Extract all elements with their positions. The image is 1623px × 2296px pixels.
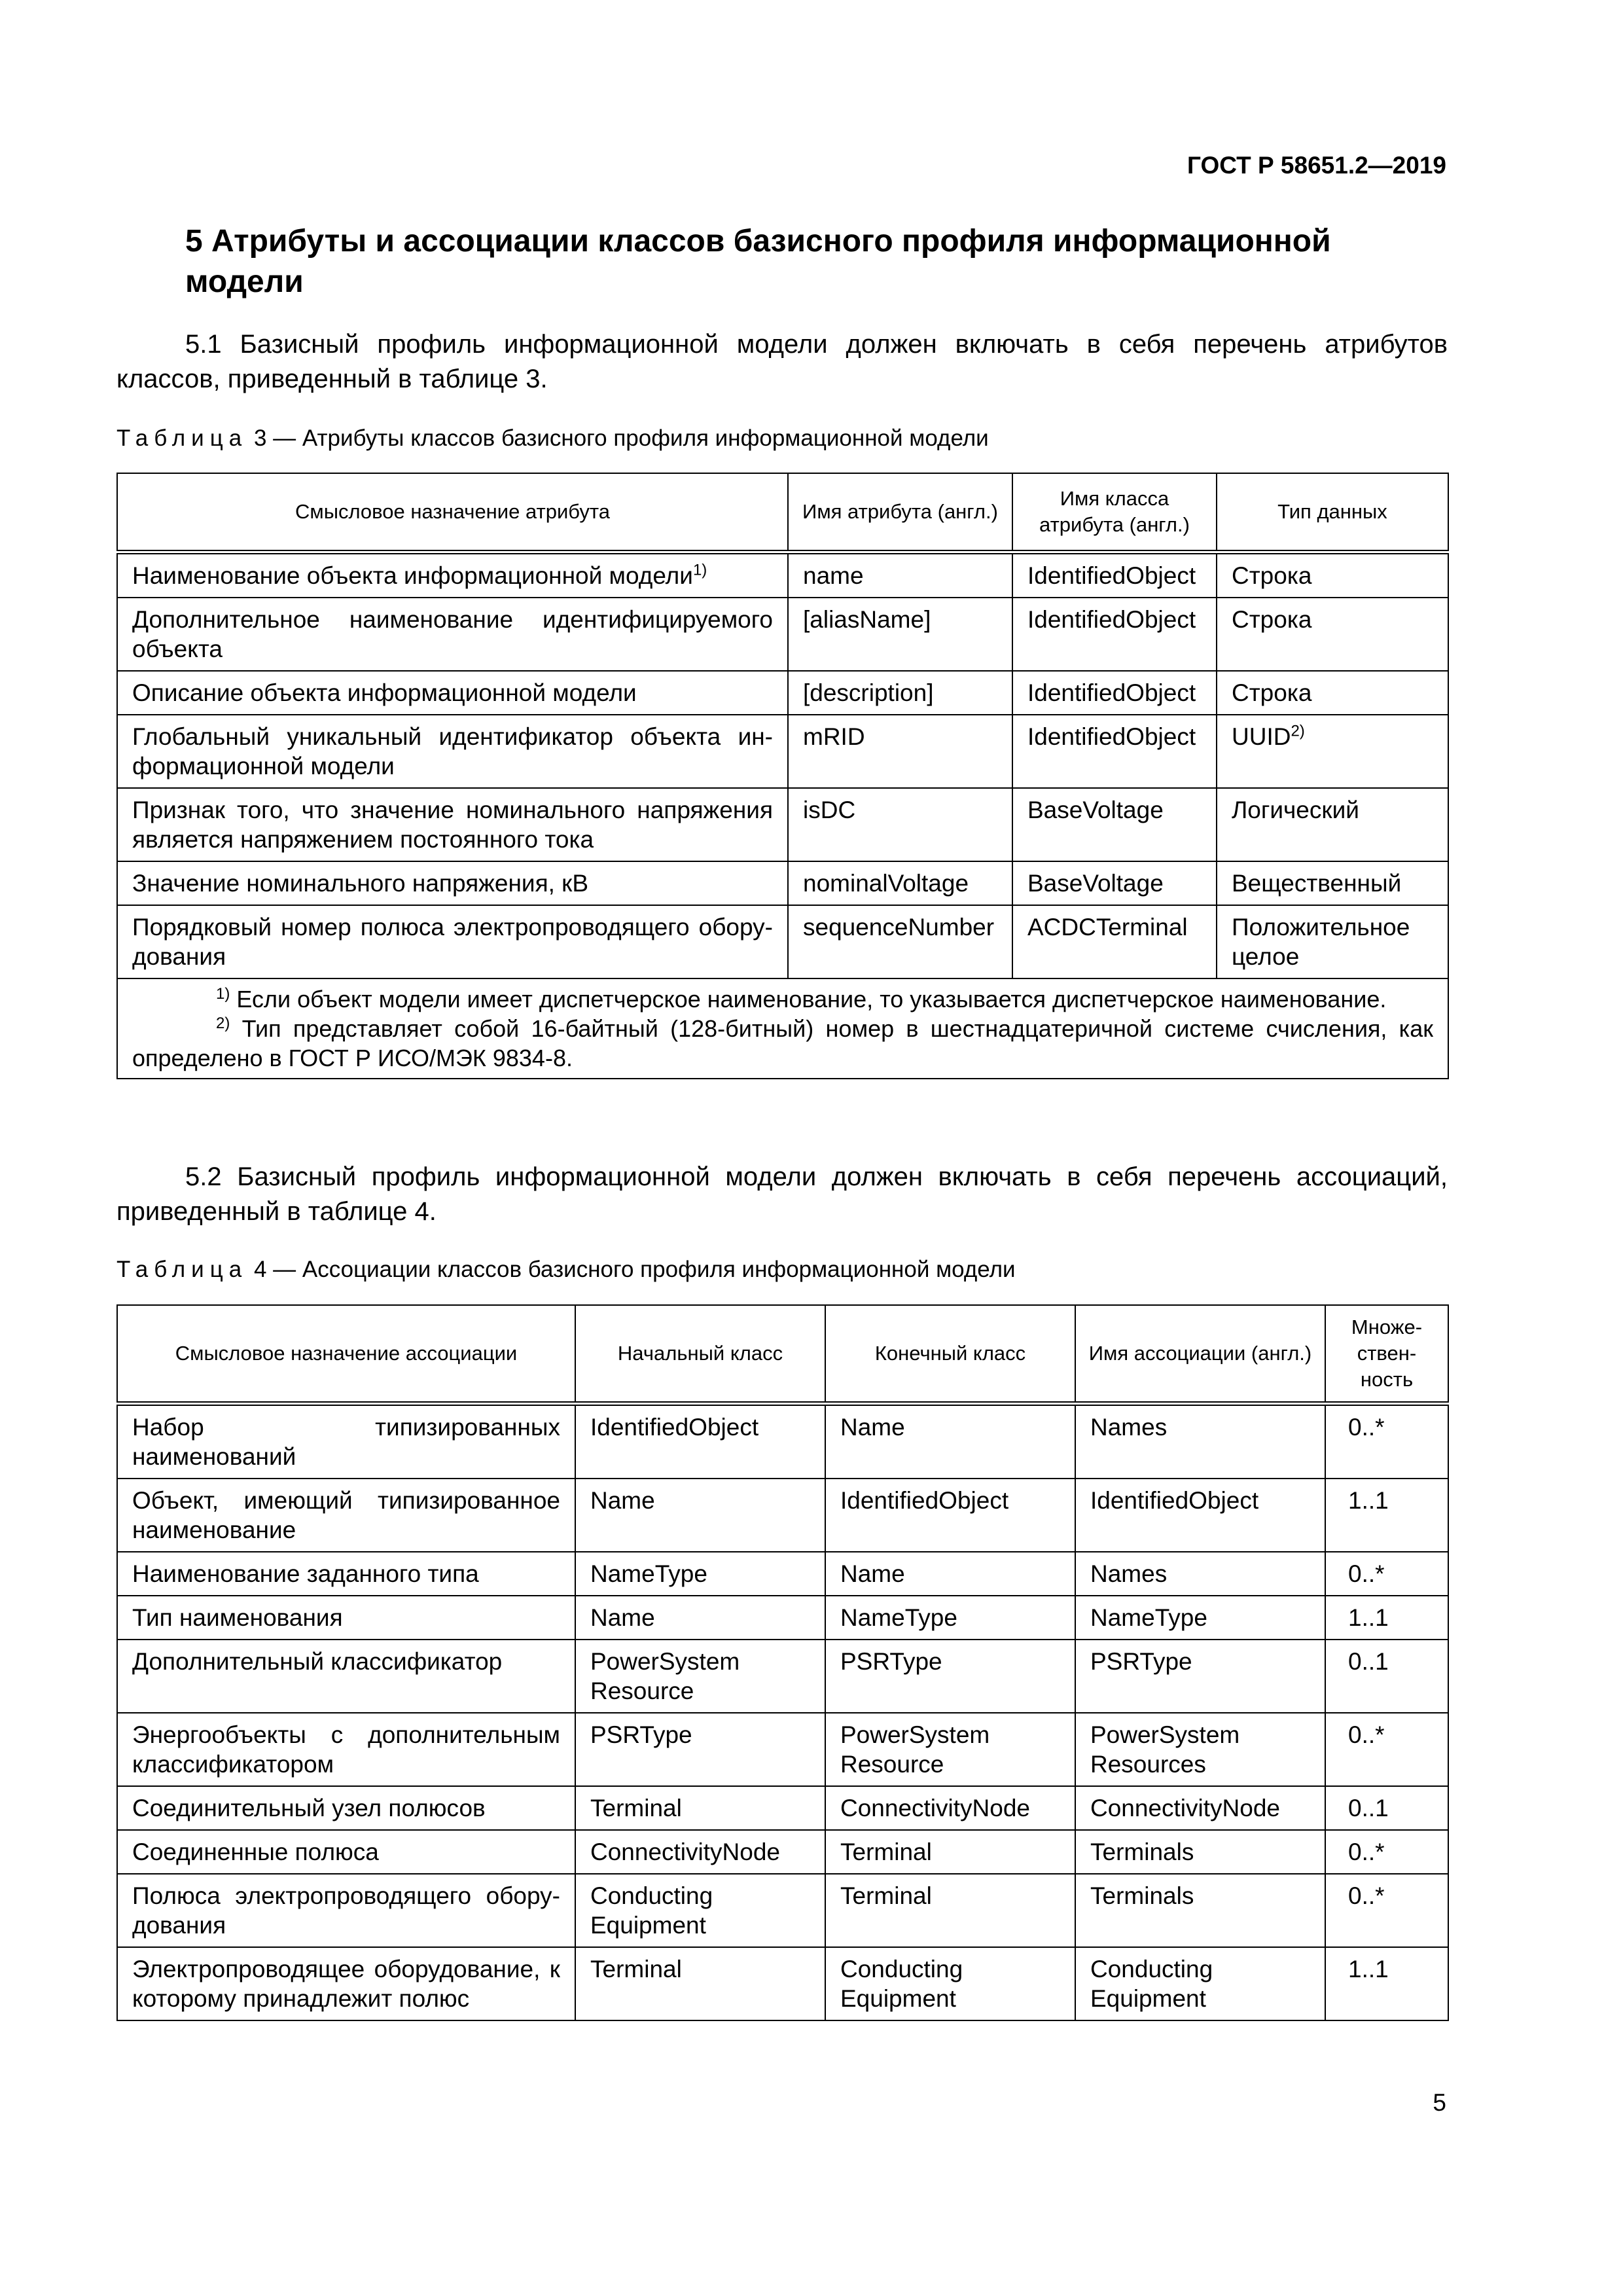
table-row: [117, 1596, 1448, 1640]
multiplicity-cell: [1325, 1786, 1448, 1830]
association-meaning-cell: [117, 1830, 575, 1874]
association-meaning-cell-text: Энергообъекты с дополнительным классификатором: [132, 1721, 560, 1778]
association-name-cell: [1075, 1596, 1325, 1640]
association-meaning-cell: [117, 1947, 575, 2020]
attribute-name-cell-text: isDC: [803, 796, 856, 823]
table-row: [117, 861, 1448, 905]
data-type-cell-text: Строка: [1232, 562, 1312, 589]
association-name-cell: [1075, 1786, 1325, 1830]
page-number: 5: [1433, 2089, 1446, 2116]
attribute-class-cell: [1012, 552, 1217, 598]
association-name-cell: [1075, 1874, 1325, 1947]
association-meaning-cell-text: Соединительный узел полюсов: [132, 1794, 486, 1821]
association-name-cell-text: Terminals: [1090, 1882, 1194, 1909]
footnote-mark: 2): [1291, 722, 1305, 740]
attribute-meaning-cell: [117, 598, 788, 671]
data-type-cell-text: Вещественный: [1232, 869, 1402, 897]
association-name-cell: [1075, 1947, 1325, 2020]
association-name-cell: [1075, 1830, 1325, 1874]
table-row: [117, 715, 1448, 788]
table-row: [117, 1947, 1448, 2020]
association-meaning-cell-text: Дополнительный классификатор: [132, 1647, 503, 1675]
multiplicity-cell-text: 0..*: [1348, 1882, 1385, 1909]
end-class-cell: [825, 1947, 1075, 2020]
attribute-meaning-cell: [117, 861, 788, 905]
start-class-cell-text: PowerSystem Resource: [590, 1647, 740, 1704]
multiplicity-cell: [1325, 1403, 1448, 1479]
data-type-cell-text: Строка: [1232, 605, 1312, 633]
attribute-class-cell: [1012, 671, 1217, 715]
association-meaning-cell-text: Объект, имеющий типизированное наименование: [132, 1486, 560, 1543]
attribute-class-cell: [1012, 715, 1217, 788]
table-3: [116, 473, 1449, 1079]
data-type-cell-text: Логический: [1232, 796, 1359, 823]
end-class-cell-text: Name: [840, 1560, 905, 1587]
start-class-cell: [575, 1596, 825, 1640]
end-class-cell: [825, 1830, 1075, 1874]
attribute-meaning-cell-text: Дополнительное наименование идентифицируемого объекта: [132, 605, 773, 662]
multiplicity-cell-text: 1..1: [1348, 1604, 1389, 1631]
note-mark: 2): [216, 1014, 230, 1032]
attribute-name-cell-text: [description]: [803, 679, 934, 706]
multiplicity-cell-text: 0..*: [1348, 1838, 1385, 1865]
attribute-class-cell-text: ACDCTerminal: [1027, 913, 1188, 941]
association-name-cell-text: Names: [1090, 1413, 1168, 1441]
end-class-cell-text: NameType: [840, 1604, 957, 1631]
association-meaning-cell-text: Полюса электропроводящего обору-дования: [132, 1882, 560, 1939]
attribute-name-cell: [788, 861, 1012, 905]
table-3-header-class: Имя класса атрибута (англ.): [1012, 473, 1217, 552]
association-meaning-cell: [117, 1874, 575, 1947]
table-4-caption-text: 4 — Ассоциации классов базисного профиля информационной модели: [253, 1257, 1016, 1282]
data-type-cell: [1217, 552, 1448, 598]
association-meaning-cell: [117, 1403, 575, 1479]
table-row: [117, 1403, 1448, 1479]
multiplicity-cell-text: 0..1: [1348, 1647, 1389, 1675]
attribute-class-cell-text: IdentifiedObject: [1027, 605, 1196, 633]
attribute-meaning-cell: [117, 715, 788, 788]
multiplicity-cell: [1325, 1874, 1448, 1947]
end-class-cell-text: PowerSystem Resource: [840, 1721, 990, 1778]
table-row: [117, 1552, 1448, 1596]
attribute-meaning-cell: [117, 788, 788, 861]
footnote-mark: 1): [692, 561, 707, 579]
attribute-class-cell-text: BaseVoltage: [1027, 796, 1164, 823]
table-3-caption-word: Таблица: [116, 425, 248, 451]
attribute-class-cell: [1012, 788, 1217, 861]
table-3-caption-text: 3 — Атрибуты классов базисного профиля информационной модели: [253, 425, 989, 451]
attribute-meaning-cell-text: Значение номинального напряжения, кВ: [132, 869, 589, 897]
table-row: [117, 671, 1448, 715]
association-name-cell-text: Terminals: [1090, 1838, 1194, 1865]
table-3-caption: [116, 425, 989, 452]
attribute-name-cell: [788, 715, 1012, 788]
end-class-cell-text: ConnectivityNode: [840, 1794, 1030, 1821]
association-name-cell-text: NameType: [1090, 1604, 1207, 1631]
start-class-cell: [575, 1830, 825, 1874]
start-class-cell-text: Terminal: [590, 1794, 682, 1821]
association-name-cell: [1075, 1713, 1325, 1786]
data-type-cell-text: Положительное целое: [1232, 913, 1410, 970]
table-row: [117, 1830, 1448, 1874]
attribute-meaning-cell: [117, 671, 788, 715]
start-class-cell-text: Name: [590, 1604, 655, 1631]
attribute-class-cell-text: IdentifiedObject: [1027, 679, 1196, 706]
table-4-header-meaning: Смысловое назначение ассоциации: [117, 1305, 575, 1403]
paragraph-5-1: 5.1 Базисный профиль информационной модели должен включать в себя перечень атрибутов классов, приведенный в таблице 3.: [116, 330, 1448, 393]
multiplicity-cell: [1325, 1713, 1448, 1786]
table-4-caption-word: Таблица: [116, 1257, 248, 1282]
end-class-cell-text: IdentifiedObject: [840, 1486, 1009, 1514]
multiplicity-cell: [1325, 1479, 1448, 1552]
association-name-cell: [1075, 1640, 1325, 1713]
attribute-class-cell-text: IdentifiedObject: [1027, 562, 1196, 589]
attribute-meaning-cell-text: Наименование объекта информационной модели: [132, 562, 693, 589]
association-meaning-cell: [117, 1640, 575, 1713]
table-row: [117, 1479, 1448, 1552]
multiplicity-cell: [1325, 1552, 1448, 1596]
attribute-meaning-cell-text: Порядковый номер полюса электропроводящего обору-дования: [132, 913, 773, 970]
note-text: Тип представляет собой 16-байтный (128-битный) номер в шестнадцатеричной системе счисления, как определено в ГОСТ Р ИСО/МЭК 9834-8.: [132, 1014, 1433, 1071]
table-3-header-attr: Имя атрибута (англ.): [788, 473, 1012, 552]
start-class-cell-text: Name: [590, 1486, 655, 1514]
data-type-cell: [1217, 861, 1448, 905]
document-code: ГОСТ Р 58651.2—2019: [1187, 152, 1446, 179]
table-4-header-end: Конечный класс: [825, 1305, 1075, 1403]
paragraph-5-2: 5.2 Базисный профиль информационной модели должен включать в себя перечень ассоциаций, приведенный в таблице 4.: [116, 1162, 1448, 1226]
association-meaning-cell-text: Наименование заданного типа: [132, 1560, 479, 1587]
attribute-meaning-cell: [117, 552, 788, 598]
end-class-cell: [825, 1479, 1075, 1552]
association-meaning-cell: [117, 1479, 575, 1552]
attribute-name-cell-text: sequenceNumber: [803, 913, 995, 941]
table-row: [117, 1874, 1448, 1947]
start-class-cell: [575, 1479, 825, 1552]
start-class-cell: [575, 1947, 825, 2020]
end-class-cell-text: Conducting Equipment: [840, 1955, 963, 2012]
end-class-cell: [825, 1874, 1075, 1947]
attribute-class-cell: [1012, 598, 1217, 671]
section-title: 5 Атрибуты и ассоциации классов базисного профиля информационной модели: [185, 224, 1331, 299]
table-3-notes-row: [117, 978, 1448, 1079]
table-row: [117, 788, 1448, 861]
table-3-header-row: [117, 473, 1448, 552]
table-4-header-assoc: Имя ассоциации (англ.): [1075, 1305, 1325, 1403]
attribute-name-cell-text: [aliasName]: [803, 605, 931, 633]
table-4-caption: [116, 1257, 1016, 1283]
association-meaning-cell-text: Набор типизированных наименований: [132, 1413, 560, 1470]
multiplicity-cell: [1325, 1640, 1448, 1713]
attribute-class-cell-text: IdentifiedObject: [1027, 723, 1196, 750]
attribute-meaning-cell: [117, 905, 788, 978]
start-class-cell: [575, 1786, 825, 1830]
attribute-name-cell-text: nominalVoltage: [803, 869, 969, 897]
association-meaning-cell: [117, 1596, 575, 1640]
data-type-cell-text: UUID: [1232, 723, 1291, 750]
data-type-cell: [1217, 788, 1448, 861]
table-row: [117, 1786, 1448, 1830]
note-text: Если объект модели имеет диспетчерское наименование, то указывается диспетчерское наименование.: [236, 985, 1387, 1013]
data-type-cell: [1217, 905, 1448, 978]
start-class-cell-text: Terminal: [590, 1955, 682, 1982]
start-class-cell: [575, 1713, 825, 1786]
attribute-name-cell-text: mRID: [803, 723, 865, 750]
table-4-body: [117, 1403, 1448, 2020]
attribute-name-cell-text: name: [803, 562, 864, 589]
association-name-cell-text: PowerSystem Resources: [1090, 1721, 1240, 1778]
association-name-cell-text: Names: [1090, 1560, 1168, 1587]
end-class-cell: [825, 1403, 1075, 1479]
table-3-header-meaning: Смысловое назначение атрибута: [117, 473, 788, 552]
end-class-cell-text: Terminal: [840, 1838, 932, 1865]
attribute-name-cell: [788, 788, 1012, 861]
table-row: [117, 552, 1448, 598]
association-meaning-cell-text: Тип наименования: [132, 1604, 343, 1631]
multiplicity-cell-text: 0..1: [1348, 1794, 1389, 1821]
association-name-cell-text: Conducting Equipment: [1090, 1955, 1213, 2012]
end-class-cell: [825, 1786, 1075, 1830]
start-class-cell: [575, 1874, 825, 1947]
table-4-header-row: [117, 1305, 1448, 1403]
multiplicity-cell-text: 1..1: [1348, 1955, 1389, 1982]
table-3-note-1: [132, 984, 1433, 1014]
end-class-cell: [825, 1640, 1075, 1713]
start-class-cell-text: PSRType: [590, 1721, 692, 1748]
association-name-cell-text: ConnectivityNode: [1090, 1794, 1280, 1821]
association-name-cell: [1075, 1479, 1325, 1552]
table-4-header-start: Начальный класс: [575, 1305, 825, 1403]
end-class-cell-text: Terminal: [840, 1882, 932, 1909]
table-4-header-mult: Множе-ствен-ность: [1325, 1305, 1448, 1403]
multiplicity-cell: [1325, 1830, 1448, 1874]
attribute-name-cell: [788, 671, 1012, 715]
multiplicity-cell-text: 0..*: [1348, 1413, 1385, 1441]
attribute-class-cell-text: BaseVoltage: [1027, 869, 1164, 897]
end-class-cell: [825, 1596, 1075, 1640]
association-name-cell: [1075, 1403, 1325, 1479]
end-class-cell-text: PSRType: [840, 1647, 942, 1675]
start-class-cell-text: ConnectivityNode: [590, 1838, 780, 1865]
attribute-meaning-cell-text: Глобальный уникальный идентификатор объекта ин-формационной модели: [132, 723, 773, 780]
data-type-cell: [1217, 598, 1448, 671]
table-4: [116, 1304, 1449, 2021]
attribute-class-cell: [1012, 905, 1217, 978]
table-row: [117, 1713, 1448, 1786]
multiplicity-cell-text: 0..*: [1348, 1560, 1385, 1587]
multiplicity-cell: [1325, 1596, 1448, 1640]
association-meaning-cell: [117, 1552, 575, 1596]
attribute-class-cell: [1012, 861, 1217, 905]
association-name-cell: [1075, 1552, 1325, 1596]
association-meaning-cell: [117, 1786, 575, 1830]
data-type-cell: [1217, 715, 1448, 788]
start-class-cell: [575, 1403, 825, 1479]
start-class-cell-text: NameType: [590, 1560, 707, 1587]
table-3-note-2: [132, 1014, 1433, 1073]
table-row: [117, 905, 1448, 978]
end-class-cell-text: Name: [840, 1413, 905, 1441]
association-name-cell-text: PSRType: [1090, 1647, 1192, 1675]
association-meaning-cell-text: Электропроводящее оборудование, к которому принадлежит полюс: [132, 1955, 560, 2012]
start-class-cell-text: Conducting Equipment: [590, 1882, 713, 1939]
note-mark: 1): [216, 984, 230, 1003]
table-3-body: [117, 552, 1448, 978]
table-3-header-type: Тип данных: [1217, 473, 1448, 552]
association-meaning-cell: [117, 1713, 575, 1786]
end-class-cell: [825, 1713, 1075, 1786]
association-meaning-cell-text: Соединенные полюса: [132, 1838, 379, 1865]
multiplicity-cell-text: 1..1: [1348, 1486, 1389, 1514]
table-row: [117, 598, 1448, 671]
attribute-name-cell: [788, 905, 1012, 978]
multiplicity-cell: [1325, 1947, 1448, 2020]
start-class-cell: [575, 1552, 825, 1596]
attribute-meaning-cell-text: Признак того, что значение номинального напряжения является напряжением постоянного тока: [132, 796, 773, 853]
start-class-cell: [575, 1640, 825, 1713]
start-class-cell-text: IdentifiedObject: [590, 1413, 759, 1441]
attribute-name-cell: [788, 552, 1012, 598]
table-row: [117, 1640, 1448, 1713]
data-type-cell: [1217, 671, 1448, 715]
table-3-notes: [117, 978, 1448, 1079]
association-name-cell-text: IdentifiedObject: [1090, 1486, 1259, 1514]
attribute-meaning-cell-text: Описание объекта информационной модели: [132, 679, 637, 706]
attribute-name-cell: [788, 598, 1012, 671]
multiplicity-cell-text: 0..*: [1348, 1721, 1385, 1748]
end-class-cell: [825, 1552, 1075, 1596]
data-type-cell-text: Строка: [1232, 679, 1312, 706]
